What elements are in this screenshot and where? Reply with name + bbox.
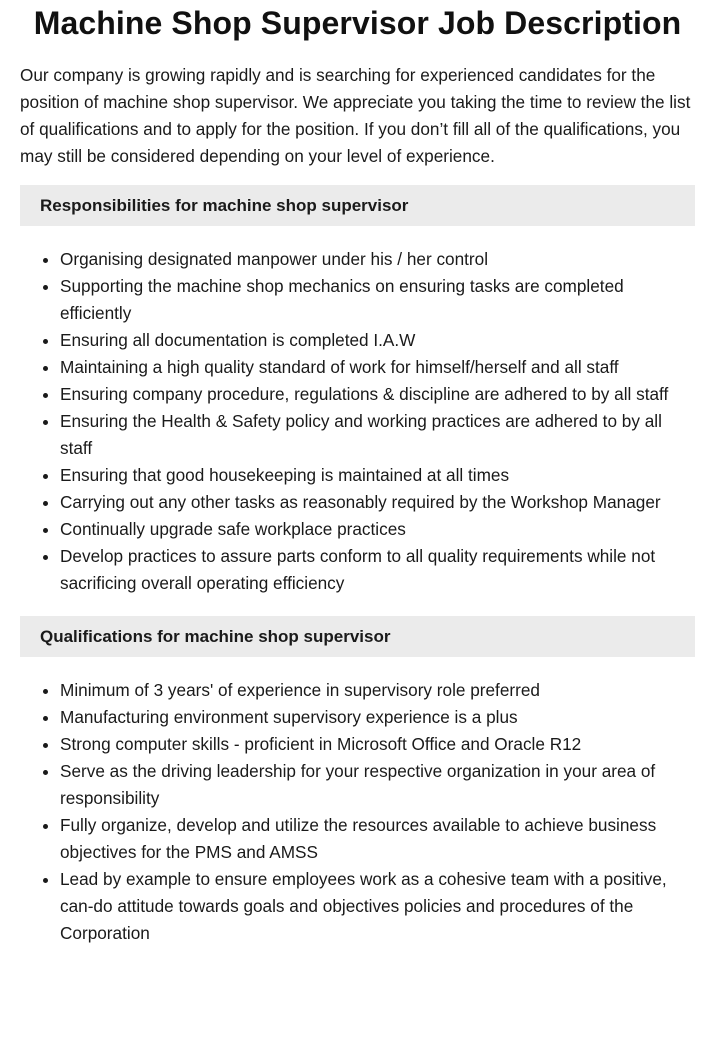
list-item: • Ensuring all documentation is completed I.A.W bbox=[60, 327, 695, 354]
list-item: • Lead by example to ensure employees work as a cohesive team with a positive, can-do attitude towards goals and objectives policies and procedures of the Corporation bbox=[60, 866, 695, 947]
list-item: • Supporting the machine shop mechanics on ensuring tasks are completed efficiently bbox=[60, 273, 695, 327]
intro-paragraph: Our company is growing rapidly and is searching for experienced candidates for the position of machine shop supervisor. We appreciate you taking the time to review the list of qualifications and to apply for the position. If you don’t fill all of the qualifications, you may still be considered depending on your level of experience. bbox=[20, 65, 691, 166]
page-title: Machine Shop Supervisor Job Description bbox=[33, 5, 682, 41]
list-item: • Develop practices to assure parts conform to all quality requirements while not sacrificing overall operating efficiency bbox=[60, 543, 695, 597]
list-item: • Strong computer skills - proficient in Microsoft Office and Oracle R12 bbox=[60, 731, 695, 758]
list-item: • Manufacturing environment supervisory experience is a plus bbox=[60, 704, 695, 731]
qualifications-header: Qualifications for machine shop supervisor bbox=[20, 616, 695, 657]
list-item: • Organising designated manpower under his / her control bbox=[60, 246, 695, 273]
list-item: • Fully organize, develop and utilize the resources available to achieve business objectives for the PMS and AMSS bbox=[60, 812, 695, 866]
list-item: • Ensuring company procedure, regulations & discipline are adhered to by all staff bbox=[60, 381, 695, 408]
list-item: • Minimum of 3 years' of experience in supervisory role preferred bbox=[60, 677, 695, 704]
list-item: • Ensuring that good housekeeping is maintained at all times bbox=[60, 462, 695, 489]
responsibilities-header: Responsibilities for machine shop supervisor bbox=[20, 185, 695, 226]
list-item: • Serve as the driving leadership for your respective organization in your area of responsibility bbox=[60, 758, 695, 812]
responsibilities-list bbox=[20, 246, 695, 597]
list-item: • Continually upgrade safe workplace practices bbox=[60, 516, 695, 543]
list-item: • Ensuring the Health & Safety policy and working practices are adhered to by all staff bbox=[60, 408, 695, 462]
list-item: • Maintaining a high quality standard of work for himself/herself and all staff bbox=[60, 354, 695, 381]
list-item: • Carrying out any other tasks as reasonably required by the Workshop Manager bbox=[60, 489, 695, 516]
qualifications-list bbox=[20, 677, 695, 947]
